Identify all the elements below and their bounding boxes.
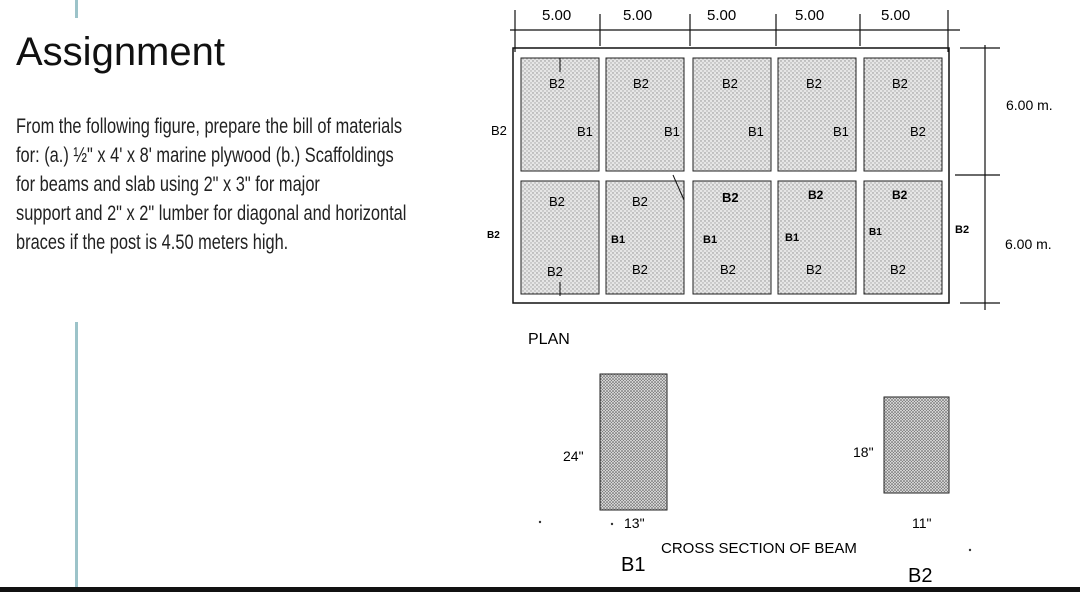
slab-panel bbox=[521, 58, 599, 171]
description-line: From the following figure, prepare the bill of materials bbox=[16, 115, 403, 138]
right-dimension bbox=[955, 45, 1000, 310]
description-line: support and 2" x 2" lumber for diagonal and horizontal bbox=[16, 202, 407, 225]
bottom-rule bbox=[0, 587, 1080, 592]
beam-label: B2 bbox=[632, 194, 648, 209]
beam-label: B2 bbox=[547, 264, 563, 279]
beam-label: B2 bbox=[491, 123, 507, 138]
beam-label: B2 bbox=[722, 76, 738, 91]
row-label: 6.00 m. bbox=[1006, 97, 1053, 113]
beam-label: B2 bbox=[487, 230, 500, 241]
beam-label: B2 bbox=[806, 262, 822, 277]
beam-label: B1 bbox=[664, 124, 680, 139]
b2-section bbox=[884, 397, 949, 493]
plan-label: PLAN bbox=[528, 331, 570, 348]
beam-label: B2 bbox=[890, 262, 906, 277]
slab-panel bbox=[864, 58, 942, 171]
b1-section bbox=[600, 374, 667, 510]
section-caption: CROSS SECTION OF BEAM bbox=[661, 540, 857, 557]
b2-height-label: 18" bbox=[853, 444, 874, 460]
beam-label: B2 bbox=[892, 76, 908, 91]
beam-label: B2 bbox=[632, 262, 648, 277]
span-label: 5.00 bbox=[881, 7, 911, 24]
beam-label: B2 bbox=[808, 188, 824, 202]
beam-label: B1 bbox=[748, 124, 764, 139]
span-label: 5.00 bbox=[542, 7, 572, 24]
beam-label: B2 bbox=[549, 76, 565, 91]
span-label: 5.00 bbox=[795, 7, 825, 24]
beam-label: B2 bbox=[722, 190, 739, 205]
b2-width-label: 11" bbox=[912, 515, 932, 531]
beam-label: B1 bbox=[703, 234, 718, 246]
description-line: for: (a.) ½" x 4' x 8' marine plywood (b.) Scaffoldings bbox=[16, 144, 394, 167]
slab-panel bbox=[778, 58, 856, 171]
slide-title: Assignment bbox=[16, 30, 225, 74]
slab-panel bbox=[693, 58, 771, 171]
row-label: 6.00 m. bbox=[1005, 236, 1052, 252]
beam-label: B1 bbox=[869, 227, 882, 238]
b2-name: B2 bbox=[908, 565, 933, 587]
slab-panel bbox=[606, 58, 684, 171]
span-label: 5.00 bbox=[707, 7, 737, 24]
beam-label: B1 bbox=[611, 234, 626, 246]
b1-width-label: 13" bbox=[624, 515, 645, 531]
beam-label: B2 bbox=[955, 224, 970, 236]
span-label: 5.00 bbox=[623, 7, 653, 24]
beam-label: B1 bbox=[577, 124, 593, 139]
beam-label: B1 bbox=[785, 232, 800, 244]
b1-height-label: 24" bbox=[563, 448, 584, 464]
beam-label: B1 bbox=[833, 124, 849, 139]
beam-label: B2 bbox=[892, 188, 908, 202]
beam-label: B2 bbox=[720, 262, 736, 277]
description-line: for beams and slab using 2" x 3" for major bbox=[16, 173, 320, 196]
slab-panels bbox=[521, 58, 942, 294]
beam-label: B2 bbox=[806, 76, 822, 91]
b1-name: B1 bbox=[621, 554, 646, 576]
beam-label: B2 bbox=[910, 124, 926, 139]
description-line: braces if the post is 4.50 meters high. bbox=[16, 231, 289, 254]
beam-label: B2 bbox=[633, 76, 649, 91]
beam-label: B2 bbox=[549, 194, 565, 209]
